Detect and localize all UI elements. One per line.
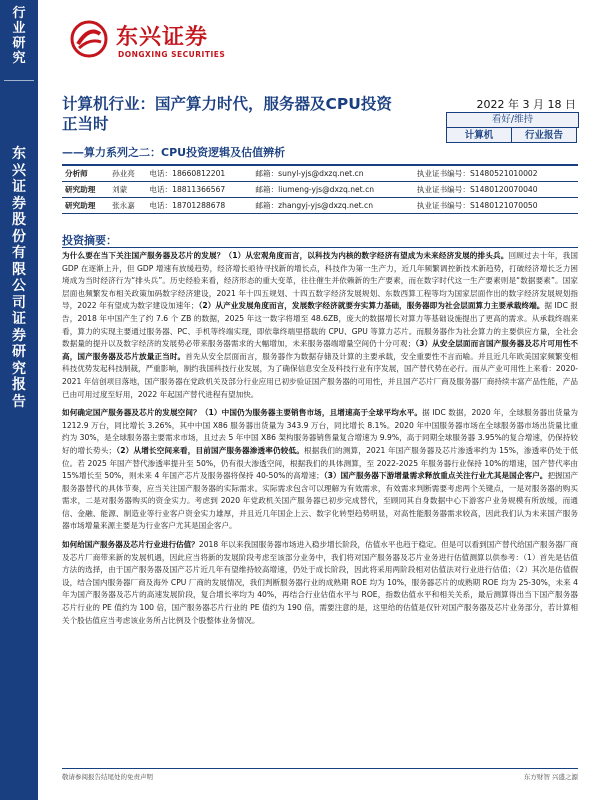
footer-disclaimer: 敬请参阅报告结尾处的免责声明 <box>62 773 153 781</box>
analyst-email[interactable]: 邮箱：liumeng-yjs@dxzq.net.cn <box>252 182 413 198</box>
paragraph-text: 据 IDC 数据，2020 年，全球服务器出货量为 1212.9 万台，同比增长 3.26%，其中中国 X86 服务器出货量为 343.9 万台，同比增长 8.1%。2020 年中国服务器市场在全球服务器市场出货量比重约为 30%，是全球服务器主要需求市场，且过去 5 年中国 X86 架构服务器销售量复合增速为 9.9%，高于同期全球服务器 3.95%的复合增速，仍保持较好的增长势头； <box>62 408 579 455</box>
paragraph-lead: 为什么要在当下关注国产服务器及芯片的发展？ <box>62 251 225 260</box>
rating-badge: 看好/维持 <box>446 112 579 128</box>
paragraph-text: 据 IDC 报告，2018 年中国产生了约 7.6 个 ZB 的数据，2025 年这一数字将增至 48.6ZB，庞大的数据增长对算力等基础设施提出了更高的需求。从承载终端来看，算力的实现主要通过服务器、PC、手机等终端实现，即依靠终端里搭载的 CPU、GPU 等算力芯片。而服务器作为社会算力的主要供应方量，全社会数据量的提升以及数字经济的发展势必带来服务器需求的大幅增加，未来服务器端增量空间仍十分可观； <box>62 301 578 349</box>
footer-slogan: 东方财智 兴盛之源 <box>523 773 578 781</box>
paragraph-key-point: （2）从产业发展角度而言，发展数字经济就要夯实算力基础，服务器即为社会层面算力主要承载终端。 <box>198 301 545 311</box>
table-row <box>62 182 578 198</box>
page-footer <box>62 768 578 781</box>
summary-heading: 投资摘要： <box>62 234 117 247</box>
sidebar-category <box>0 0 38 78</box>
paragraph-lead: 如何给国产服务器及芯片行业进行估值？ <box>62 540 199 550</box>
analyst-email[interactable]: 邮箱：sunyl-yjs@dxzq.net.cn <box>252 165 413 182</box>
analyst-table <box>62 164 578 214</box>
logo-mark-icon <box>70 20 108 58</box>
report-date: 2022 年 3 月 18 日 <box>476 98 576 111</box>
sidebar <box>0 0 38 800</box>
tag-report-type: 行业报告 <box>512 127 577 143</box>
paragraph-key-point: （1）中国仍为服务器主要销售市场，且增速高于全球平均水平。 <box>200 408 423 418</box>
analyst-phone: 电话：18811366567 <box>146 182 252 198</box>
analyst-role: 分析师 <box>62 165 109 182</box>
report-subtitle: ——算力系列之二：CPU投资逻辑及估值辨析 <box>62 146 286 159</box>
analyst-cert: 执业证书编号：S1480521010002 <box>414 165 578 182</box>
tag-row <box>446 127 577 143</box>
analyst-phone: 电话：18701288678 <box>146 198 252 214</box>
summary-body <box>62 250 578 633</box>
analyst-cert: 执业证书编号：S1480120070040 <box>414 182 578 198</box>
paragraph-text: 2018 年以来我国服务器市场进入稳步增长阶段，估值水平也趋于稳定。但是可以看到国产替代给国产服务器厂商及芯片厂商带来新的发展机遇，因此应当将新的发展阶段考虑至该部分业务中，我们将对国产服务器及芯片业务进行估值测算以供参考：（1）首先是估值方法的选择，由于国产服务器及国产芯片近几年有望维持较高增速，仍处于成长阶段，因此将采用两阶段相对估值法对行业进行估值；（2）其次是估值假设，结合国内服务器厂商及海外 CPU 厂商的发展情况，我们判断服务器行业的成熟期 ROE 均为 10%，服务器芯片的成熟期 ROE 均为 25-30%，未来 4 年为国产服务器及芯片的高速发展阶段，复合增长率均为 40%，再结合行业估值水平与 ROE，指数估值水平和相关关系，最后测算得出当下国产服务器芯片行业的 PE 值约为 100 倍，国产服务器芯片行业的 PE 值约为 190 倍，需要注意的是，这里给的估值是仅针对国产服务器及芯片业务部分，若计算相关个股估值应当考虑该业务所占比例及个股整体业务情况。 <box>62 540 579 625</box>
summary-paragraph-2 <box>62 407 578 533</box>
report-title: 计算机行业：国产算力时代，服务器及CPU投资正当时 <box>62 95 392 133</box>
summary-header <box>62 229 578 248</box>
analyst-name: 张永嘉 <box>109 198 146 214</box>
sidebar-category-label: 行业研究 <box>12 6 26 66</box>
paragraph-lead: 如何确定国产服务器及芯片的发展空间？ <box>62 408 201 418</box>
analyst-name: 孙业亮 <box>109 165 146 182</box>
paragraph-key-point: （3）国产服务器下游增量需求释放重点关注行业尤其是国企客户。 <box>323 471 548 481</box>
analyst-role: 研究助理 <box>62 182 109 198</box>
summary-paragraph-3 <box>62 539 578 627</box>
sidebar-firm-label: 东兴证券股份有限公司证券研究报告 <box>12 146 26 410</box>
table-row <box>62 165 578 182</box>
analyst-cert: 执业证书编号：S1480121070050 <box>414 198 578 214</box>
tag-industry: 计算机 <box>446 127 512 143</box>
summary-paragraph-1 <box>62 250 578 401</box>
company-logo <box>70 18 240 68</box>
logo-text-cn: 东兴证券 <box>116 25 209 50</box>
paragraph-text: 根据我们的测算，2021 年国产服务器及芯片渗透率约为 15%，渗透率仍处于低位。若 2025 年国产替代渗透率提升至 50%，仍有很大渗透空间，根据我们的具体测算，至 2022-2025 年服务器行业保持 10%的增速，国产替代率由 15%增长至 50%，则未来 4 年国产芯片及服务器将保持 40-50%的高增速； <box>62 445 579 481</box>
paragraph-text: 回顾过去十年，我国 GDP 在逐渐上升，但 GDP 增速有放缓趋势，经济增长亟待寻找新的增长点，科技作为第一生产力，近几年频繁调控新技术新趋势，打破经济增长乏力困境成为当时经济行为“排头兵”。历史经验来看，经济形态的重大变革，往往催生并依赖新的生产要素，而在数字时代这一生产要素则是“数据要素”。国家层面也频繁发布相关政策加码数字经济建设，2021 年十四五规划、十四五数字经济发展规划、东数西算工程等均为国家层面作出的数字经济发展规划指导，2022 年有望成为数字建设加速年； <box>62 251 578 311</box>
logo-text-en: DONGXING SECURITIES <box>118 50 226 59</box>
paragraph-text: 把握国产服务器替代的具体节奏，应当关注国产服务器的实际需求。实际需求包含可以理解为有效需求，有效需求判断需要考虑两个关键点，一是对服务器的购买需求，二是对服务器购买的资金实力。考虑到 2020 年党政机关国产服务器已初步完成替代，至顾同其自身数据中心下游客户业务规模有所放缓，而通信、金融、能源、制造业等行业客户资金实力雄厚，并且近几年国企上云、数字化转型趋势明显，对高性能服务器需求较高，因此我们认为未来国产服务器市场增量来源主要是为行业客户尤其是国企客户。 <box>62 471 579 531</box>
analyst-name: 刘蒙 <box>109 182 146 198</box>
paragraph-key-point: （2）从增长空间来看，目前国产服务器渗透率仍较低。 <box>116 445 305 455</box>
paragraph-key-point: （1）从宏观角度而言，以科技为内核的数字经济有望成为未来经济发展的排头兵。 <box>224 251 509 260</box>
sidebar-firm <box>0 146 38 410</box>
paragraph-key-point: （3）从安全层面而言国产服务器及芯片可用性不高，国产服务器及芯片放量正当时。 <box>62 339 579 361</box>
paragraph-text: 首先从安全层面而言，服务器作为数据存储及计算的主要承载，安全重要性不言而喻。并且近几年欧美国家频繁变相科技优势发起科技制裁，严重影响，制约我国科技行业发展，为了确保信息安全及科技行业有序发展，国产替代势在必行。而从产业可用性上来看：2020-2021 年信创项目落地，国产服务器在党政机关及部分行业应用已初步验证国产服务器的可用性，并且国产芯片厂商及服务器厂商持续丰富产品性能，产品已由可用过度至好用，2022 年起国产替代进程有望加快。 <box>62 351 578 399</box>
analyst-email[interactable]: 邮箱：zhangyj-yjs@dxzq.net.cn <box>252 198 413 214</box>
analyst-role: 研究助理 <box>62 198 109 214</box>
table-row <box>62 198 578 214</box>
sidebar-divider <box>4 80 34 81</box>
analyst-phone: 电话：18660812201 <box>146 165 252 182</box>
